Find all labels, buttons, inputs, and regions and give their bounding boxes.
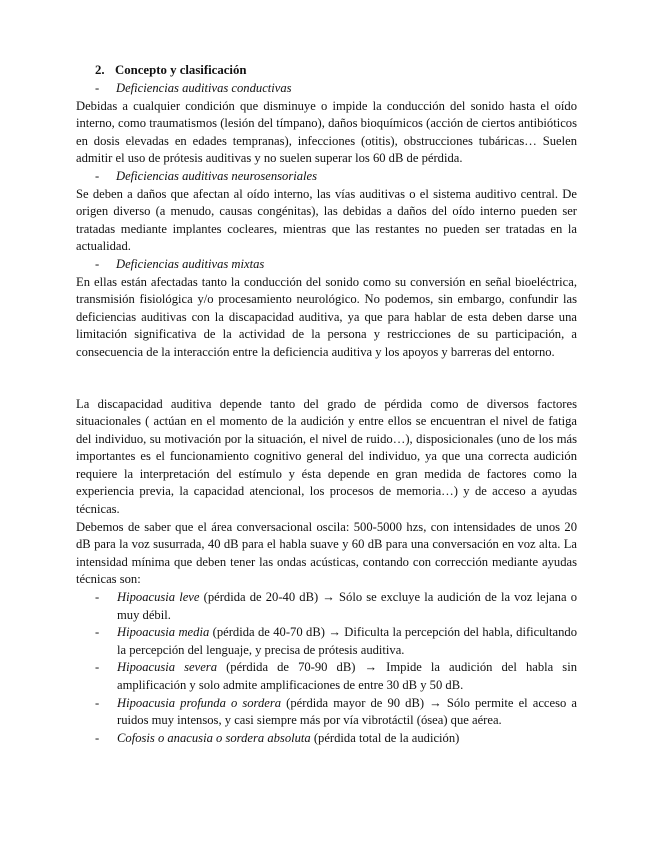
bullet-dash: - (95, 625, 100, 640)
section-number: 2. (95, 63, 105, 77)
list-item-term: Hipoacusia leve (117, 590, 200, 605)
paragraph-neurosensoriales: Se deben a daños que afectan al oído interno, las vías auditivas o el sistema auditivo central. De origen diverso (a menudo, causas congénitas), las debidas a daños del oído interno pueden ser tratadas mediante implantes cocleares, mientras que las restantes no pueden ser tratadas en la actualidad. (76, 186, 577, 254)
paragraph-spacer (76, 362, 577, 396)
hipoacusia-list (76, 589, 577, 747)
bullet-dash: - (95, 168, 100, 183)
bullet-dash: - (95, 81, 100, 95)
subheading-neurosensoriales (95, 168, 577, 186)
list-item (76, 730, 577, 748)
list-item (76, 624, 577, 659)
list-item-detail: (pérdida de 20-40 dB) → Sólo se excluye la audición de la voz lejana o muy débil. (117, 590, 578, 622)
paragraph-discapacidad: La discapacidad auditiva depende tanto del grado de pérdida como de diversos factores situacionales ( actúan en el momento de la audición y entre ellos se encuentran el nivel de fatiga del individuo, su motivación por la situación, el nivel de ruido…), disposicionales (uno de los más importantes es el funcionamiento cognitivo general del individuo, ya que una correcta audición requiere la interpretación del estímulo y ésta depende en gran medida de factores como la experiencia previa, la capacidad atencional, los procesos de memoria…) y de acceso a ayudas técnicas. (76, 396, 577, 517)
paragraph-mixtas: En ellas están afectadas tanto la conducción del sonido como su conversión en señal bioeléctrica, transmisión fisiológica y/o procesamiento neurológico. No podemos, sin embargo, confundir las deficiencias auditivas con la discapacidad auditiva, ya que para hablar de esta deben darse una limitación significativa de la actividad de la persona y restricciones de su participación, a consecuencia de la interacción entre la deficiencia auditiva y los apoyos y barreras del entorno. (76, 274, 577, 359)
list-item-detail: (pérdida de 40-70 dB) → Dificulta la percepción del habla, dificultando la percepción del lenguaje, y precisa de prótesis auditiva. (117, 625, 578, 657)
section-title: Concepto y clasificación (115, 63, 247, 77)
list-item-term: Cofosis o anacusia o sordera absoluta (117, 730, 311, 745)
bullet-dash: - (95, 730, 100, 745)
list-item (76, 659, 577, 694)
list-item-term: Hipoacusia media (117, 625, 210, 640)
bullet-dash: - (95, 695, 100, 710)
list-item-term: Hipoacusia profunda o sordera (117, 695, 282, 710)
bullet-dash: - (95, 256, 100, 271)
list-item-term: Hipoacusia severa (117, 660, 218, 675)
subheading-mixtas (95, 256, 577, 274)
section-heading (95, 62, 577, 80)
bullet-dash: - (95, 590, 100, 605)
subheading-text: Deficiencias auditivas conductivas (116, 81, 292, 95)
subheading-text: Deficiencias auditivas neurosensoriales (116, 168, 318, 183)
subheading-conductivas (95, 80, 577, 98)
list-item-detail: (pérdida mayor de 90 dB) → Sólo permite el acceso a ruidos muy intensos, y casi siempre más por vía vibrotáctil (ósea) que aérea. (117, 695, 577, 728)
paragraph-conductivas: Debidas a cualquier condición que disminuye o impide la conducción del sonido hasta el oído interno, como traumatismos (lesión del tímpano), daños bioquímicos (acción de ciertos antibióticos en dosis elevadas en edades tempranas), infecciones (otitis), obstrucciones tubáricas… Suelen admitir el uso de prótesis auditivas y no suelen superar los 60 dB de pérdida. (76, 98, 577, 166)
list-item-detail: (pérdida de 70-90 dB) → Impide la audición del habla sin amplificación y solo admite amplificaciones de entre 30 dB y 50 dB. (117, 660, 577, 692)
list-item (76, 695, 577, 730)
paragraph-area-conversacional: Debemos de saber que el área conversacional oscila: 500-5000 hzs, con intensidades de unos 20 dB para la voz susurrada, 40 dB para el habla suave y 60 dB para una conversación en voz alta. La intensidad mínima que deben tener las ondas acústicas, contando con corrección mediante ayudas técnicas son: (76, 519, 577, 587)
list-item (76, 589, 577, 624)
bullet-dash: - (95, 660, 100, 675)
list-item-detail: (pérdida total de la audición) (310, 730, 460, 745)
subheading-text: Deficiencias auditivas mixtas (116, 256, 265, 271)
document-content (76, 62, 577, 747)
